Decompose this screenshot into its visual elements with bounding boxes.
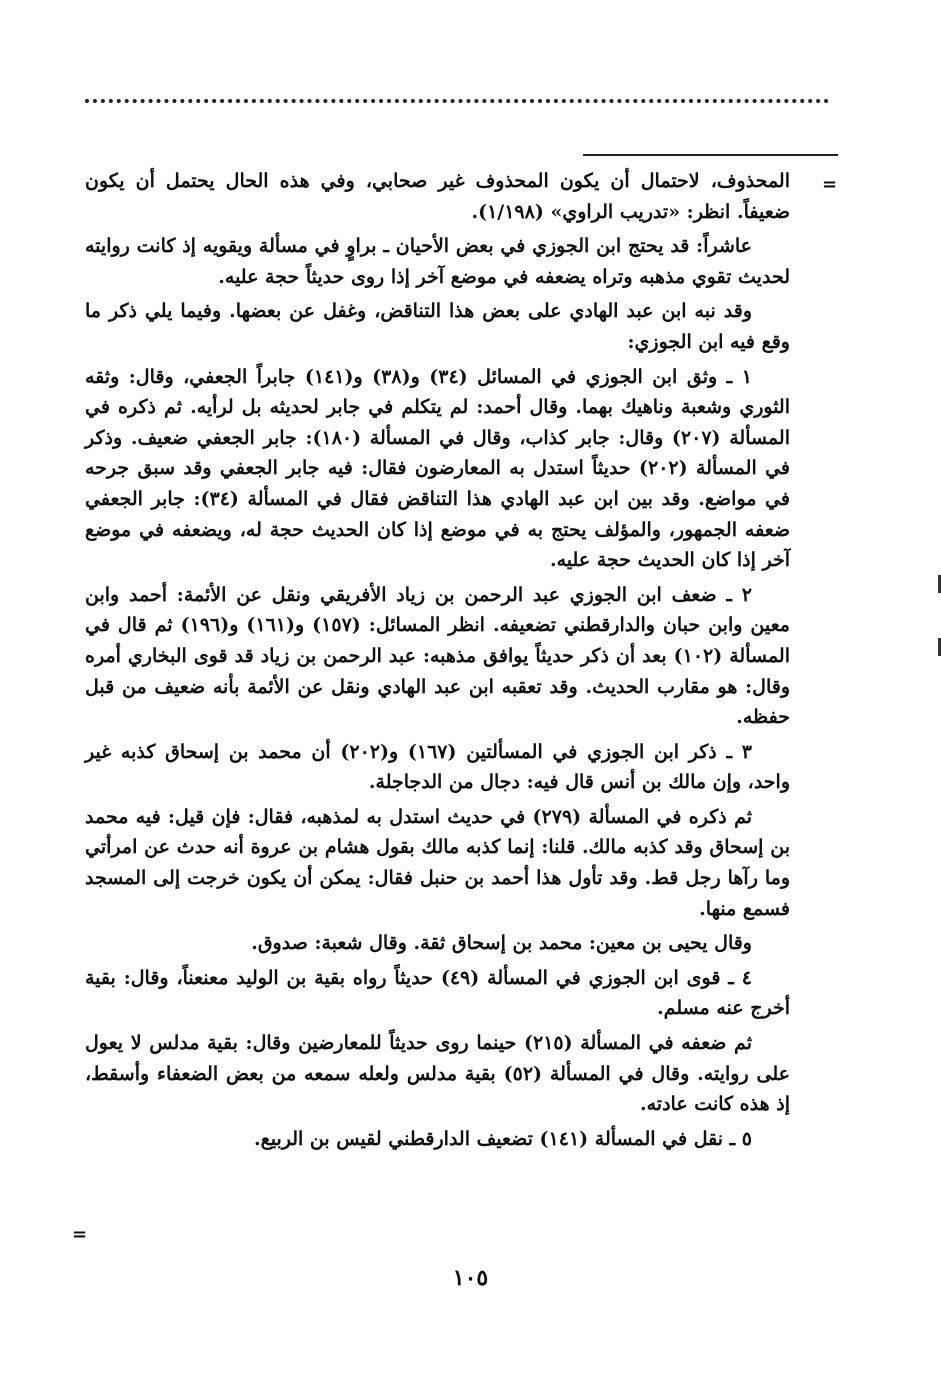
paragraph: ٢ ـ ضعف ابن الجوزي عبد الرحمن بن زياد الأفريقي ونقل عن الأئمة: أحمد وابن معين وابن حبان والدارقطني تضعيفه. انظر المسائل: (١٥٧) و(١٦١) و(١٩٦) ثم قال في المسألة (١٠٢) بعد أن ذكر حديثاً يوافق مذهبه: عبد الرحمن بن زياد قد قوى البخاري أمره وقال: هو مقارب الحديث. وقد تعقبه ابن عبد الهادي ونقل عن الأئمة بأنه ضعيف من قبل حفظه. [85, 583, 791, 729]
page-number: ١٠٥ [452, 1265, 489, 1291]
paragraph: وقد نبه ابن عبد الهادي على بعض هذا التناقض، وغفل عن بعضها. وفيما يلي ذكر ما وقع فيه ابن الجوزي: [85, 300, 790, 353]
continuation-mark-end: = [72, 1224, 88, 1245]
paragraph: وقال يحيى بن معين: محمد بن إسحاق ثقة. وقال شعبة: صدوق. [251, 932, 752, 955]
footnote-paragraph: المحذوف، لاحتمال أن يكون المحذوف غير صحابي، وفي هذه الحال يحتمل أن يكون ضعيفاً. انظر: «تدريب الراوي» (١/١٩٨). [85, 170, 790, 223]
page-body [85, 166, 790, 1158]
header-dotted-rule [85, 99, 829, 103]
continuation-mark-start: = [822, 174, 838, 195]
paragraph: ٣ ـ ذكر ابن الجوزي في المسألتين (١٦٧) و(٢٠٢) أن محمد بن إسحاق كذبه غير واحد، وإن مالك بن أنس قال فيه: دجال من الدجاجلة. [85, 740, 790, 794]
footnote-separator [583, 154, 838, 156]
paragraph: ٤ ـ قوى ابن الجوزي في المسألة (٤٩) حديثاً رواه بقية بن الوليد معنعناً، وقال: بقية أخرج عنه مسلم. [85, 966, 790, 1020]
paragraph: ثم ذكره في المسألة (٢٧٩) في حديث استدل به لمذهبه، فقال: فإن قيل: فيه محمد بن إسحاق وقد كذبه مالك. قلنا: إنما كذبه مالك بقول هشام بن عروة أنه حدث عن امرأتي وما رآها رجل قط. وقد تأول هذا أحمد بن حنبل فقال: يمكن أن يكون خرجت إلى المسجد فسمع منها. [85, 805, 790, 920]
paragraph: عاشراً: قد يحتج ابن الجوزي في بعض الأحيان ـ براوٍ في مسألة ويقويه إذ كانت روايته لحديث تقوي مذهبه وتراه يضعفه في موضع آخر إذا روى حديثاً حجة عليه. [85, 235, 790, 288]
paragraph: ثم ضعفه في المسألة (٢١٥) حينما روى حديثاً للمعارضين وقال: بقية مدلس لا يعول على روايته. وقال في المسألة (٥٢) بقية مدلس ولعله سمعه من بعض الضعفاء وأسقط، إذ هذه كانت عادته. [85, 1032, 790, 1116]
paragraph: ٥ ـ نقل في المسألة (١٤١) تضعيف الدارقطني لقيس بن الربيع. [254, 1127, 752, 1150]
paragraph: ١ ـ وثق ابن الجوزي في المسائل (٣٤) و(٣٨) و(١٤١) جابراً الجعفي، وقال: وثقه الثوري وشعبة وناهيك بهما. وقال أحمد: لم يتكلم في جابر لحديثه بل لرأيه. ثم ذكره في المسألة (٢٠٧) وقال: جابر كذاب، وقال في المسألة (١٨٠): جابر الجعفي ضعيف. وذكر في المسألة (٢٠٢) حديثاً استدل به المعارضون فقال: فيه جابر الجعفي وقد سبق جرحه في مواضع. وقد بين ابن عبد الهادي هذا التناقض فقال في المسألة (٣٤): جابر الجعفي ضعفه الجمهور، والمؤلف يحتج به في موضع إذا كان الحديث حجة له، ويضعفه في موضع آخر إذا كان الحديث حجة عليه. [85, 365, 791, 572]
